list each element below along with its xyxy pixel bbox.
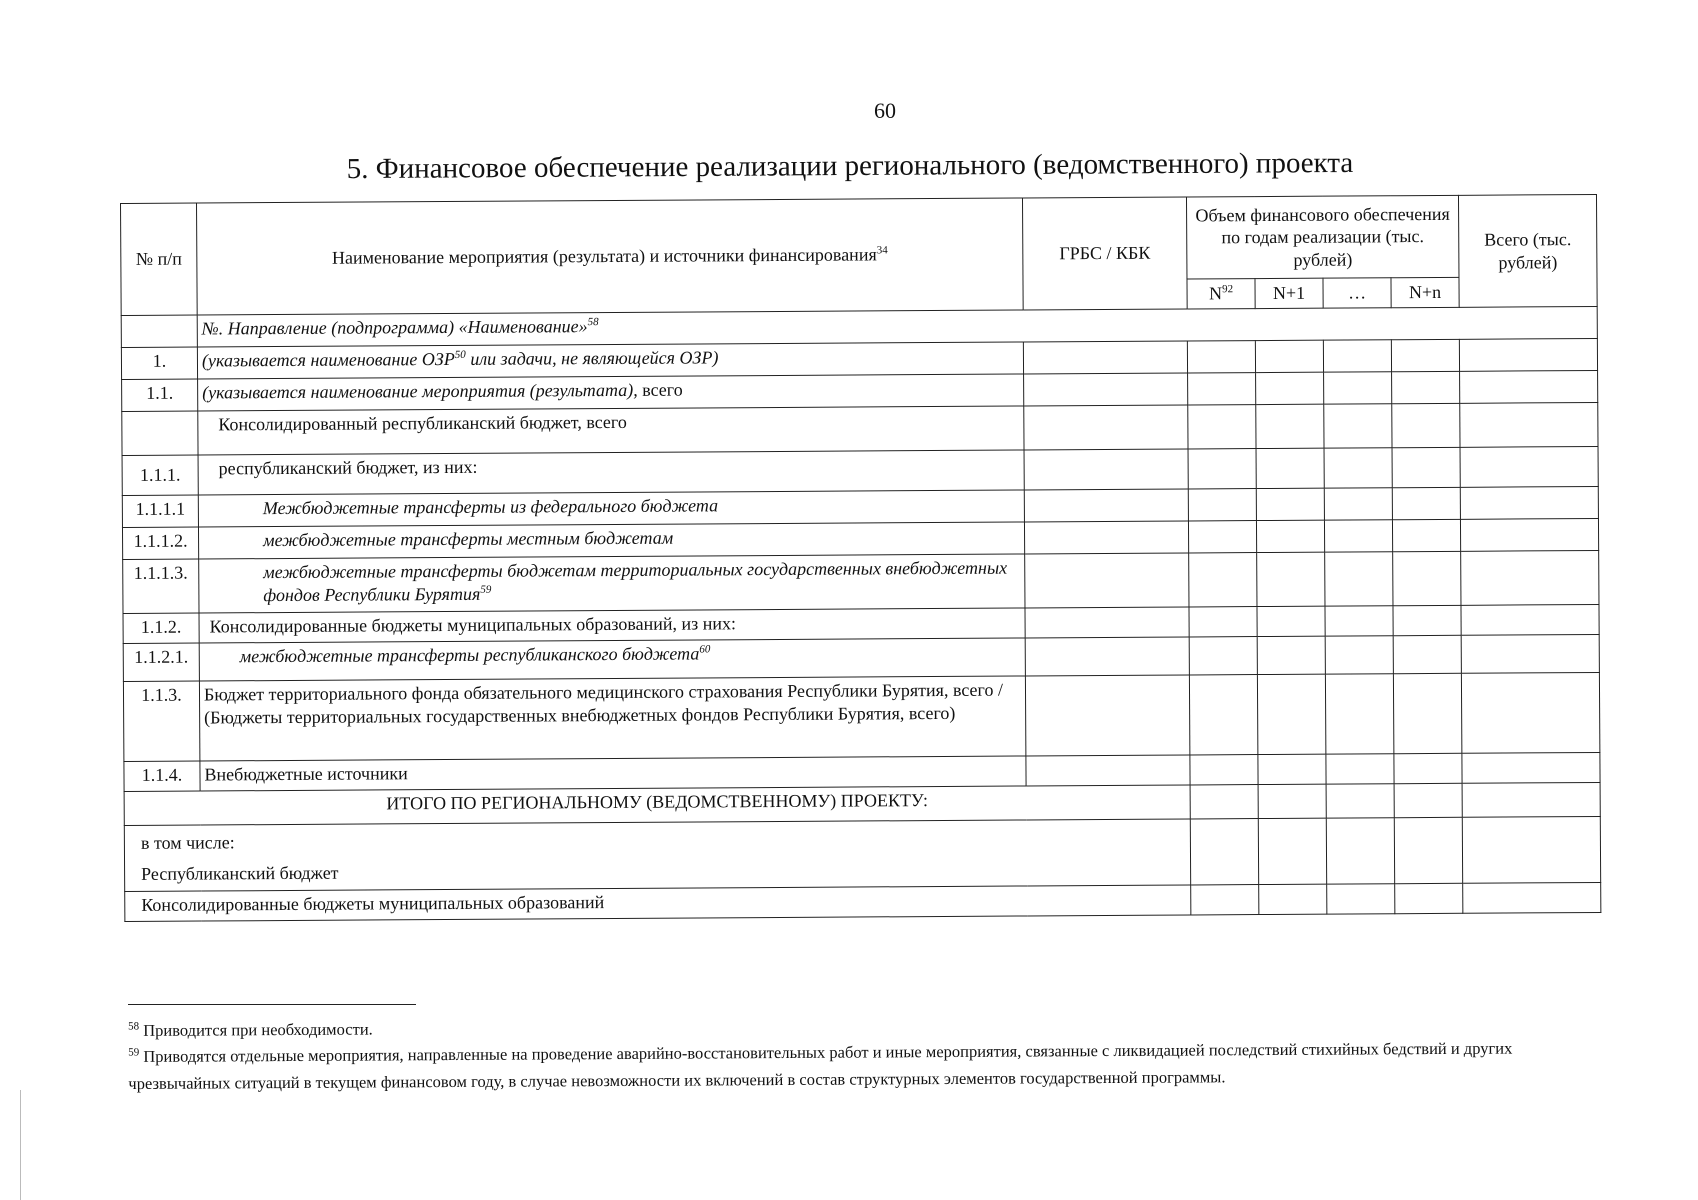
row-text: республиканский бюджет, из них: [198,450,1024,495]
financial-table-wrapper [120,194,1600,922]
row-note: 59 [480,583,492,596]
header-year-nn: N+n [1391,277,1459,307]
including-cell [124,819,1190,892]
municipal-budget-label: Консолидированные бюджеты муниципальных образований [125,885,1191,922]
row-num: 1. [121,347,197,379]
total-label: ИТОГО ПО РЕГИОНАЛЬНОМУ (ВЕДОМСТВЕННОМУ) ПРОЕКТУ: [124,785,1190,826]
grbs-cell [1024,373,1188,406]
value-cell [1326,818,1394,885]
row-text: Консолидированные бюджеты муниципальных образований, из них: [199,608,1025,643]
row-text-part: (указывается наименование ОЗР [201,348,455,371]
footnotes [128,1009,1568,1097]
value-cell [1257,636,1325,674]
footnote-mark: 59 [128,1046,140,1059]
header-grbs: ГРБС / КБК [1022,197,1187,310]
footnote-text: Приводятся отдельные мероприятия, направленные на проведение аварийно-восстановительных работ и иные мероприятия, связанные с ликвидацией последствий стихийных бедствий и других чрезвычайных ситуаций в текущем финансовом году, в случае невозможности их включений в состав структурных элементов государственной программы. [128,1038,1513,1093]
value-cell [1256,404,1324,448]
value-cell [1395,883,1463,913]
including-label: в том числе: [140,832,235,853]
row-text [199,554,1025,613]
grbs-cell [1024,405,1188,450]
value-cell [1189,553,1257,607]
value-cell [1189,607,1257,637]
value-cell [1189,637,1257,675]
footnote-divider [128,1004,416,1005]
row-text: Межбюджетные трансферты из федерального бюджета [198,490,1024,527]
value-cell [1324,520,1392,552]
header-num: № п/п [121,203,198,315]
value-cell [1256,372,1324,404]
value-cell [1258,754,1326,784]
total-cell [1461,634,1599,673]
value-cell [1190,755,1258,785]
grbs-cell [1023,341,1187,374]
value-cell [1188,489,1256,521]
grbs-cell [1025,675,1189,756]
value-cell [1188,521,1256,553]
value-cell [1191,885,1259,915]
header-year-n [1187,279,1255,309]
row-num [122,411,198,455]
value-cell [1324,448,1392,488]
row-text: межбюджетные трансферты местным бюджетам [198,522,1024,559]
value-cell [1324,404,1392,448]
header-year-ellipsis: … [1323,278,1391,308]
value-cell [1392,519,1460,551]
value-cell [1392,487,1460,519]
value-cell [1189,675,1257,755]
value-cell [1255,340,1323,372]
header-name-note: 34 [876,244,888,257]
total-cell [1460,370,1598,403]
grbs-cell [1024,521,1188,554]
value-cell [1190,785,1258,819]
row-text: Внебюджетные источники [200,756,1026,791]
row-text-part: (указывается наименование мероприятия (результата), [202,379,638,403]
row-text-part: межбюджетные трансферты республиканского бюджета [239,643,700,667]
header-name-text: Наименование мероприятия (результата) и источники финансирования [331,244,877,268]
row-num: 1.1.1.1 [122,495,198,527]
row-text [198,374,1024,411]
total-cell [1461,604,1599,635]
row-note: 50 [454,348,466,361]
value-cell [1188,373,1256,405]
row-text [199,638,1025,681]
value-cell [1324,488,1392,520]
value-cell [1393,605,1461,635]
total-cell [1462,782,1600,817]
value-cell [1393,635,1461,673]
row-num: 1.1.2. [123,613,199,643]
grbs-cell [1025,607,1189,638]
total-cell [1463,883,1601,914]
row-num: 1.1.1.2. [122,527,198,559]
value-cell [1394,817,1462,884]
value-cell [1258,818,1326,885]
including-row [124,816,1600,891]
value-cell [1327,884,1395,914]
header-volume: Объем финансового обеспечения по годам реализации (тыс. рублей) [1186,195,1459,279]
value-cell [1323,340,1391,372]
grbs-cell [1024,489,1188,522]
value-cell [1256,520,1324,552]
grbs-cell [1025,637,1189,676]
total-cell [1462,816,1600,883]
total-cell [1462,752,1600,783]
value-cell [1324,372,1392,404]
value-cell [1393,673,1462,753]
total-cell [1460,402,1598,447]
value-cell [1257,606,1325,636]
row-text: Бюджет территориального фонда обязательного медицинского страхования Республики Бурятия, всего / (Бюджеты территориальных государственных внебюджетных фондов Республики Бурятия, всего) [199,676,1025,761]
republican-budget-label: Республиканский бюджет [141,862,339,884]
page-number: 60 [874,98,896,123]
scan-artifact-line [20,1090,21,1200]
grbs-cell [1025,553,1189,608]
row-text [197,342,1023,379]
financial-table [120,194,1601,922]
value-cell [1188,405,1256,449]
direction-note: 58 [587,316,599,329]
value-cell [1257,674,1325,754]
row-num: 1.1. [122,379,198,411]
row-num: 1.1.1.3. [123,559,199,613]
value-cell [1392,403,1460,447]
total-cell [1460,518,1598,551]
row-num: 1.1.1. [122,455,198,495]
footnote-text: Приводится при необходимости. [143,1019,373,1040]
footnote-59 [128,1036,1568,1098]
value-cell [1190,819,1258,886]
row-text-part: всего [637,379,683,400]
row-text: Консолидированный республиканский бюджет, всего [198,406,1024,455]
footnote-mark: 58 [128,1020,140,1033]
row-num: 1.1.2.1. [123,643,199,681]
value-cell [1325,636,1393,674]
header-year-note: 92 [1222,283,1234,296]
header-total: Всего (тыс. рублей) [1458,194,1597,307]
value-cell [1258,784,1326,818]
row-note: 60 [699,643,711,656]
grbs-cell [1024,449,1188,490]
row-num: 1.1.4. [124,761,200,791]
header-year-n-label: N [1209,283,1223,304]
direction-text: №. Направление (подпрограмма) «Наименование» [201,316,588,339]
row-num: 1.1.3. [123,681,199,761]
value-cell [1326,754,1394,784]
value-cell [1391,339,1459,371]
section-title: 5. Финансовое обеспечение реализации регионального (ведомственного) проекта [346,146,1354,186]
value-cell [1393,551,1461,605]
value-cell [1325,606,1393,636]
value-cell [1256,488,1324,520]
header-name [197,198,1024,315]
value-cell [1259,884,1327,914]
value-cell [1256,448,1324,488]
table-row [123,550,1599,613]
value-cell [1394,753,1462,783]
total-cell [1461,550,1599,605]
value-cell [1325,674,1393,754]
value-cell [1188,449,1256,489]
row-text-part: межбюджетные трансферты бюджетам территориальных государственных внебюджетных фондов Республики Бурятия [263,557,1008,605]
total-cell [1459,338,1597,371]
value-cell [1257,552,1325,606]
value-cell [1187,341,1255,373]
total-cell [1460,446,1598,487]
grbs-cell [1026,755,1190,786]
row-text-part: или задачи, не являющейся ОЗР) [465,347,719,369]
value-cell [1326,784,1394,818]
header-year-n1: N+1 [1255,278,1323,308]
direction-num-cell [121,315,197,347]
table-row [123,672,1599,761]
value-cell [1392,447,1460,487]
value-cell [1325,552,1393,606]
total-cell [1461,672,1599,753]
total-cell [1460,486,1598,519]
value-cell [1394,783,1462,817]
value-cell [1392,371,1460,403]
